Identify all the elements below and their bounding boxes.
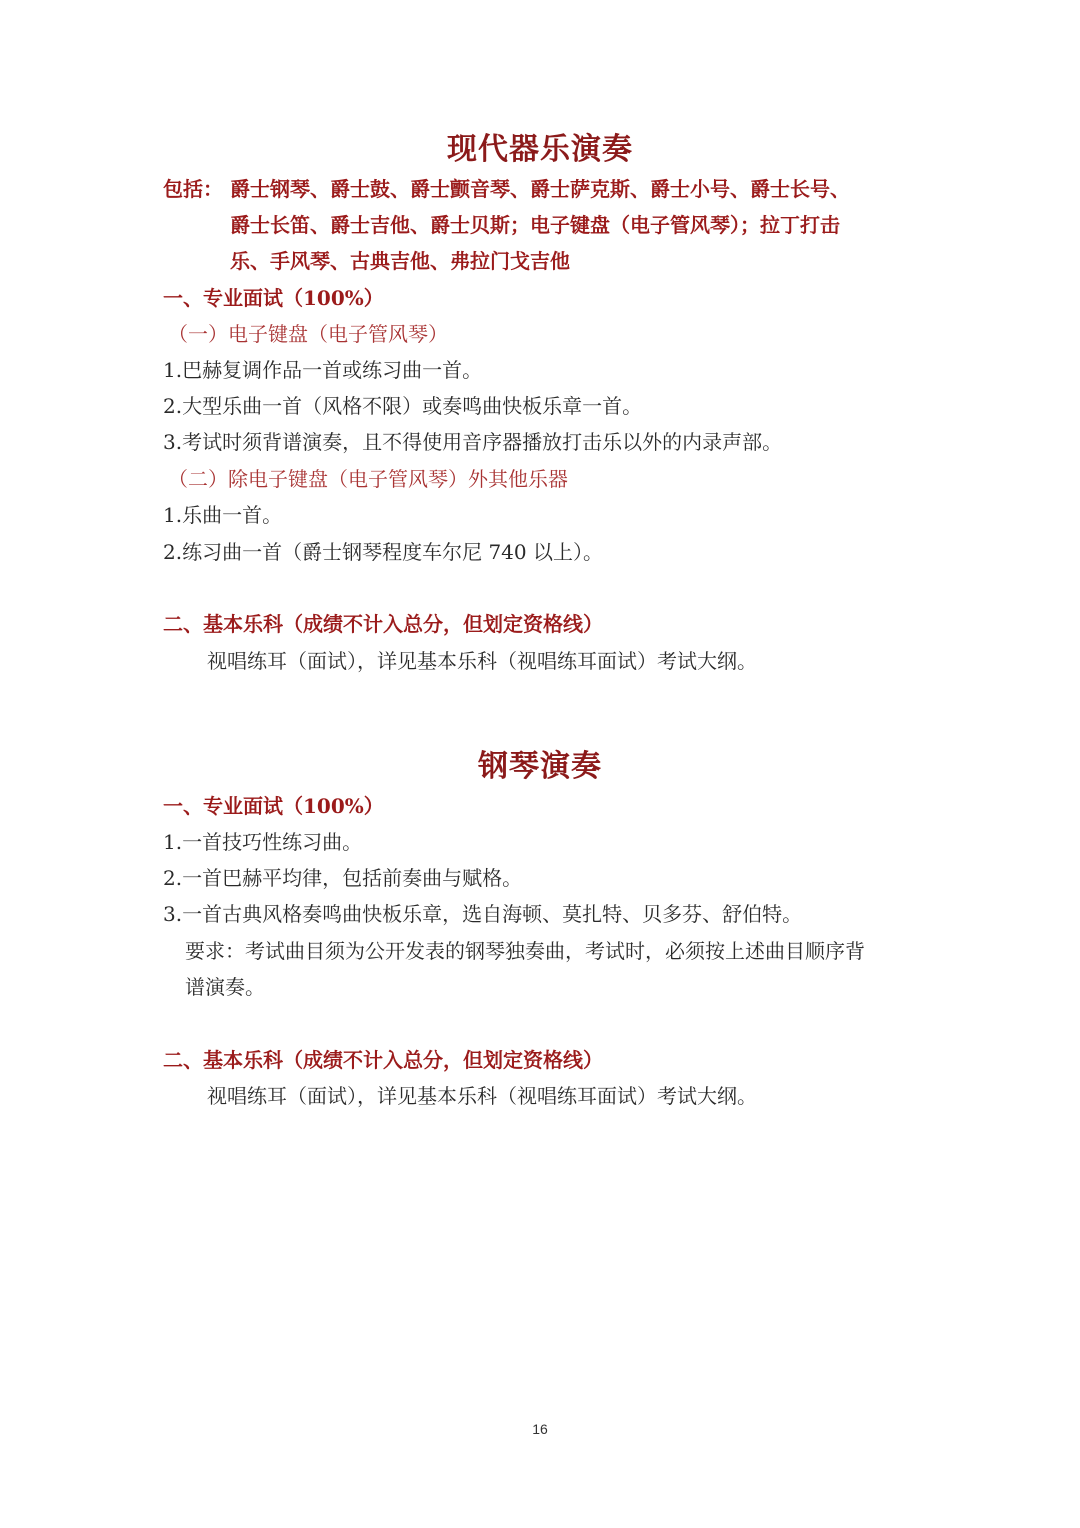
section1-sub1-item-1: 1.巴赫复调作品一首或练习曲一首。 (163, 358, 483, 382)
section1-part1-heading: 一、专业面试（100%） (163, 286, 384, 310)
section2-title: 钢琴演奏 (478, 749, 602, 784)
section2-part1-heading: 一、专业面试（100%） (163, 794, 384, 818)
section1-title: 现代器乐演奏 (447, 132, 633, 167)
section1-sub2-heading: （二）除电子键盘（电子管风琴）外其他乐器 (168, 467, 568, 491)
section1-includes-line1: 包括： 爵士钢琴、爵士鼓、爵士颤音琴、爵士萨克斯、爵士小号、爵士长号、 (163, 177, 850, 201)
section2-part2-heading: 二、基本乐科（成绩不计入总分，但划定资格线） (163, 1048, 603, 1072)
section2-item-2: 2.一首巴赫平均律，包括前奏曲与赋格。 (163, 866, 523, 890)
section1-includes-line2: 爵士长笛、爵士吉他、爵士贝斯；电子键盘（电子管风琴）；拉丁打击 (230, 213, 840, 237)
section2-requirement-line1: 要求：考试曲目须为公开发表的钢琴独奏曲，考试时，必须按上述曲目顺序背 (185, 939, 865, 963)
section1-includes-line3: 乐、手风琴、古典吉他、弗拉门戈吉他 (230, 249, 570, 273)
section2-part2-text: 视唱练耳（面试），详见基本乐科（视唱练耳面试）考试大纲。 (207, 1084, 757, 1108)
page-number: 16 (532, 1421, 548, 1437)
section1-sub1-item-3: 3.考试时须背谱演奏，且不得使用音序器播放打击乐以外的内录声部。 (163, 430, 783, 454)
section2-item-3: 3.一首古典风格奏鸣曲快板乐章，选自海顿、莫扎特、贝多芬、舒伯特。 (163, 902, 803, 926)
section1-part2-text: 视唱练耳（面试），详见基本乐科（视唱练耳面试）考试大纲。 (207, 649, 757, 673)
section1-sub1-heading: （一）电子键盘（电子管风琴） (168, 322, 448, 346)
section1-sub1-item-2: 2.大型乐曲一首（风格不限）或奏鸣曲快板乐章一首。 (163, 394, 643, 418)
section1-sub2-item-2: 2.练习曲一首（爵士钢琴程度车尔尼 740 以上）。 (163, 540, 603, 564)
section2-requirement-line2: 谱演奏。 (185, 975, 265, 999)
section1-part2-heading: 二、基本乐科（成绩不计入总分，但划定资格线） (163, 612, 603, 636)
section1-sub2-item-1: 1.乐曲一首。 (163, 503, 283, 527)
section2-item-1: 1.一首技巧性练习曲。 (163, 830, 363, 854)
